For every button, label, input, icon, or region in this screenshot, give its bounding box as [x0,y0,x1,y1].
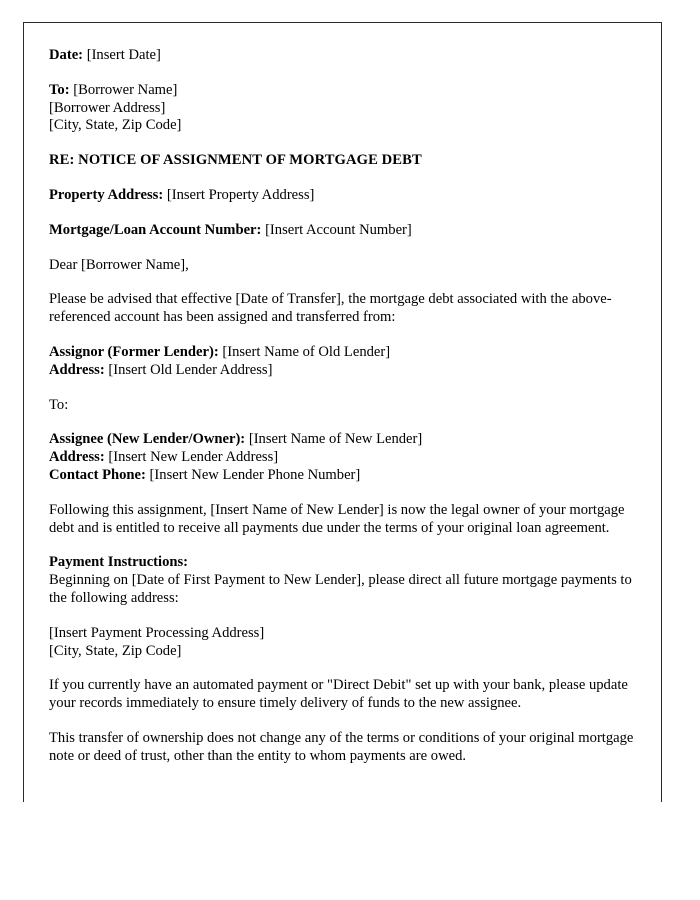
payment-address-block [49,625,643,661]
subject-heading: RE: NOTICE OF ASSIGNMENT OF MORTGAGE DEBT [49,152,422,169]
payment-address-line-2: [City, State, Zip Code] [49,642,182,659]
salutation: Dear [Borrower Name], [49,256,189,273]
payment-instructions-body: Beginning on [Date of First Payment to New Lender], please direct all future mortgage payments to the following address: [49,572,632,606]
assignee-phone-label: Contact Phone: [49,466,146,483]
assignee-phone-line [49,467,643,485]
payment-instructions-heading: Payment Instructions: [49,554,189,571]
property-address-block [49,187,643,205]
assignee-value: [Insert Name of New Lender] [248,431,423,448]
transfer-connector: To: [49,396,69,413]
date-value: [Insert Date] [86,47,161,63]
document-page-frame [23,22,662,802]
assignee-address-line [49,449,643,467]
borrower-city-state-zip: [City, State, Zip Code] [49,117,182,134]
assignor-name-line [49,344,643,362]
direct-debit-paragraph: If you currently have an automated payment or "Direct Debit" set up with your bank, please update your records immediately to ensure timely delivery of funds to the new assignee. [49,677,628,712]
terms-paragraph: This transfer of ownership does not change any of the terms or conditions of your original mortgage note or deed of trust, other than the entity to whom payments are owed. [49,729,634,764]
assignor-value: [Insert Name of Old Lender] [222,343,391,360]
salutation-block [49,257,643,275]
recipient-block [49,82,643,135]
intro-paragraph: Please be advised that effective [Date of Transfer], the mortgage debt associated with the above-referenced account has been assigned and transferred from: [49,291,612,326]
ownership-paragraph: Following this assignment, [Insert Name of New Lender] is now the legal owner of your mortgage debt and is entitled to receive all payments due under the terms of your original loan agreement. [49,501,625,536]
payment-address-line-1: [Insert Payment Processing Address] [49,624,265,641]
date-label: Date: [49,47,84,63]
account-number-value: [Insert Account Number] [265,221,412,238]
transfer-connector-block [49,397,643,415]
property-address-line [49,187,643,205]
borrower-address: [Borrower Address] [49,99,166,116]
assignor-label: Assignor (Former Lender): [49,343,219,360]
account-number-label: Mortgage/Loan Account Number: [49,221,262,238]
borrower-name: [Borrower Name] [73,81,178,98]
recipient-name-line [49,82,643,100]
assignor-address-value: [Insert Old Lender Address] [108,361,273,378]
assignee-phone-value: [Insert New Lender Phone Number] [149,466,361,483]
account-number-block [49,222,643,240]
date-block [49,47,643,65]
assignee-name-line [49,431,643,449]
to-label: To: [49,81,70,98]
property-address-label: Property Address: [49,186,164,203]
assignor-address-line [49,362,643,380]
document-body [24,23,661,766]
date-line [49,47,643,65]
assignee-block [49,431,643,484]
payment-instructions-block [49,554,643,607]
account-number-line [49,222,643,240]
assignee-address-label: Address: [49,449,105,466]
property-address-value: [Insert Property Address] [166,186,315,203]
assignor-address-label: Address: [49,361,105,378]
assignor-block [49,344,643,380]
assignee-label: Assignee (New Lender/Owner): [49,431,246,448]
assignee-address-value: [Insert New Lender Address] [108,449,279,466]
